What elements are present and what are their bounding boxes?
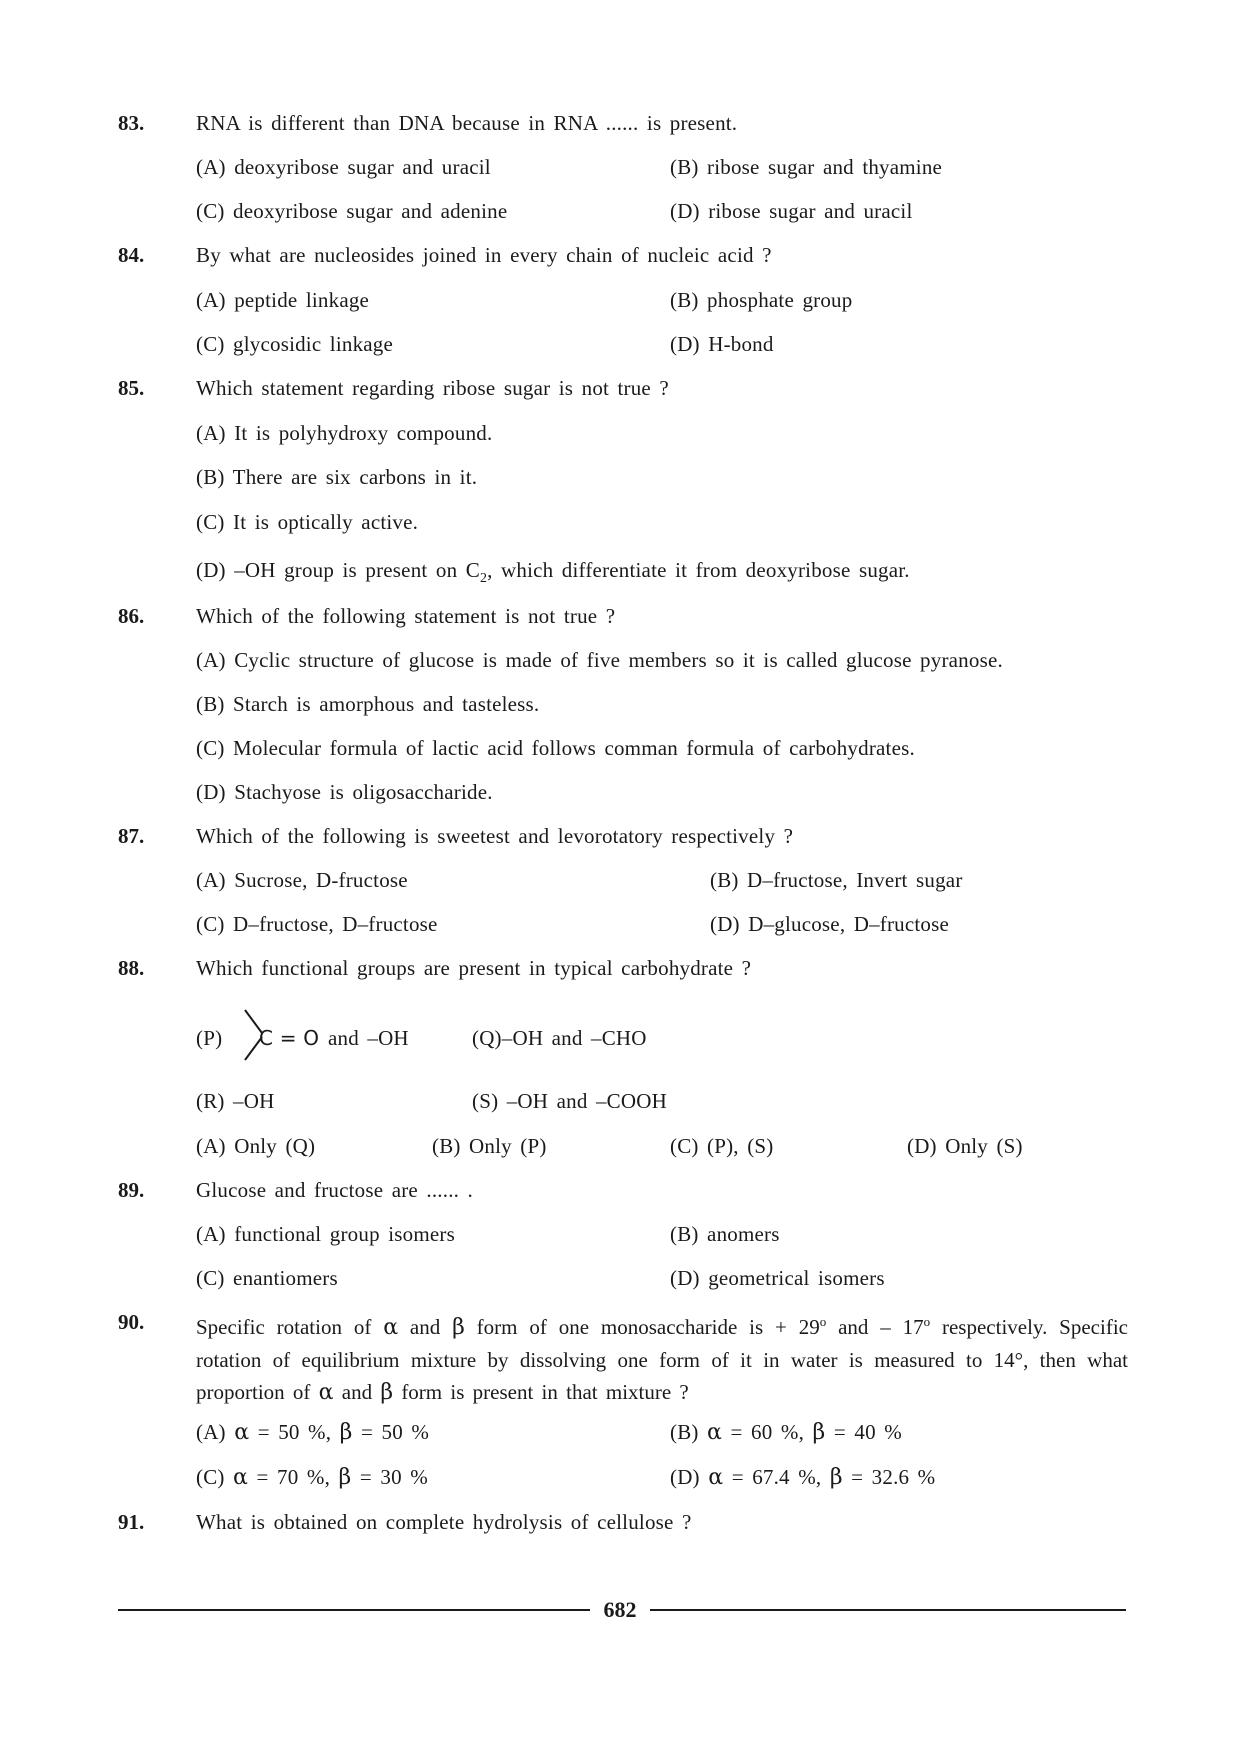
option-d: (D) H-bond (670, 332, 774, 356)
option-d-text-end: , which differentiate it from deoxyribose sugar. (487, 558, 910, 582)
option-value: = 70 %, (248, 1465, 339, 1489)
page-number: 682 (603, 1597, 637, 1622)
option-c (196, 1464, 428, 1491)
option-a: (A) Only (Q) (196, 1134, 316, 1158)
text-segment: form of one monosaccharide is + 29 (464, 1315, 820, 1339)
beta-symbol: β (452, 1315, 465, 1340)
option-a: (A) peptide linkage (196, 288, 370, 312)
option-value: = 30 % (351, 1465, 428, 1489)
beta-symbol: β (380, 1380, 394, 1405)
text-segment: and (398, 1315, 453, 1339)
option-d (196, 557, 910, 592)
question-text (196, 1306, 1128, 1409)
option-c: (C) Molecular formula of lactic acid follows comman formula of carbohydrates. (196, 736, 915, 760)
question-text: Which of the following statement is not true ? (196, 604, 616, 628)
text-segment: respectively. Specific rotation of equilibrium mixture by dissolving one form of it in water is measured to 14°, then what proportion of (196, 1315, 1128, 1404)
beta-symbol: β (812, 1420, 826, 1445)
alpha-symbol: α (233, 1465, 249, 1490)
option-c: (C) deoxyribose sugar and adenine (196, 199, 508, 223)
option-value: = 67.4 %, (723, 1465, 830, 1489)
degree-superscript: o (819, 1314, 827, 1329)
option-d (670, 1464, 935, 1491)
option-b: (B) phosphate group (670, 288, 853, 312)
item-q: (Q)–OH and –CHO (472, 1026, 647, 1050)
option-d-text: (D) –OH group is present on C (196, 558, 480, 582)
option-label: (C) (196, 1465, 234, 1489)
option-a: (A) Sucrose, D-fructose (196, 868, 408, 892)
option-d: (D) geometrical isomers (670, 1266, 885, 1290)
option-value: = 40 % (825, 1420, 902, 1444)
question-text: What is obtained on complete hydrolysis of cellulose ? (196, 1510, 692, 1534)
item-s: (S) –OH and –COOH (472, 1089, 667, 1113)
option-b: (B) D–fructose, Invert sugar (710, 868, 963, 892)
option-c: (C) D–fructose, D–fructose (196, 912, 438, 936)
option-a (196, 1419, 429, 1446)
question-number: 89. (118, 1178, 145, 1202)
question-number: 83. (118, 111, 145, 135)
option-label: (A) (196, 1420, 235, 1444)
item-p-label: (P) (196, 1026, 223, 1050)
option-a: (A) deoxyribose sugar and uracil (196, 155, 491, 179)
option-b: (B) There are six carbons in it. (196, 465, 478, 489)
option-c: (C) enantiomers (196, 1266, 338, 1290)
question-number: 85. (118, 376, 145, 400)
item-r: (R) –OH (196, 1089, 275, 1113)
option-d: (D) Only (S) (907, 1134, 1023, 1158)
question-number: 91. (118, 1510, 145, 1534)
alpha-symbol: α (234, 1420, 250, 1445)
text-segment: Specific rotation of (196, 1315, 384, 1339)
option-c: (C) (P), (S) (670, 1134, 774, 1158)
footer-rule-right (650, 1609, 1126, 1611)
question-text: By what are nucleosides joined in every chain of nucleic acid ? (196, 243, 772, 267)
question-number: 88. (118, 956, 145, 980)
question-number: 90. (118, 1310, 145, 1334)
item-p-text: and –OH (328, 1026, 409, 1050)
question-text: Glucose and fructose are ...... . (196, 1178, 474, 1202)
option-b: (B) ribose sugar and thyamine (670, 155, 943, 179)
text-segment: form is present in that mixture ? (393, 1380, 689, 1404)
question-number: 84. (118, 243, 145, 267)
option-label: (D) (670, 1465, 709, 1489)
footer-rule-left (118, 1609, 590, 1611)
text-segment: and – 17 (826, 1315, 924, 1339)
alpha-symbol: α (383, 1315, 399, 1340)
option-d: (D) Stachyose is oligosaccharide. (196, 780, 493, 804)
option-d: (D) ribose sugar and uracil (670, 199, 913, 223)
alpha-symbol: α (708, 1465, 724, 1490)
option-b (670, 1419, 902, 1446)
option-value: = 50 %, (249, 1420, 340, 1444)
beta-symbol: β (338, 1465, 352, 1490)
alpha-symbol: α (318, 1380, 334, 1405)
text-segment: and (333, 1380, 381, 1404)
question-text: Which of the following is sweetest and levorotatory respectively ? (196, 824, 794, 848)
beta-symbol: β (339, 1420, 353, 1445)
carbonyl-group: C = O (259, 1026, 320, 1050)
option-d: (D) D–glucose, D–fructose (710, 912, 950, 936)
option-c: (C) It is optically active. (196, 510, 419, 534)
option-value: = 50 % (352, 1420, 430, 1444)
beta-symbol: β (829, 1465, 843, 1490)
option-a: (A) functional group isomers (196, 1222, 455, 1246)
question-text: Which functional groups are present in typical carbohydrate ? (196, 956, 752, 980)
option-a: (A) Cyclic structure of glucose is made of five members so it is called glucose pyranose. (196, 648, 1003, 672)
option-b: (B) anomers (670, 1222, 780, 1246)
subscript: 2 (479, 571, 488, 586)
option-b: (B) Only (P) (432, 1134, 547, 1158)
degree-superscript: o (923, 1314, 931, 1329)
question-text: RNA is different than DNA because in RNA ...... is present. (196, 111, 738, 135)
question-number: 86. (118, 604, 145, 628)
question-text: Which statement regarding ribose sugar is not true ? (196, 376, 669, 400)
option-c: (C) glycosidic linkage (196, 332, 394, 356)
question-number: 87. (118, 824, 145, 848)
option-value: = 60 %, (722, 1420, 813, 1444)
option-b: (B) Starch is amorphous and tasteless. (196, 692, 540, 716)
option-a: (A) It is polyhydroxy compound. (196, 421, 493, 445)
option-value: = 32.6 % (842, 1465, 936, 1489)
option-label: (B) (670, 1420, 708, 1444)
alpha-symbol: α (707, 1420, 723, 1445)
